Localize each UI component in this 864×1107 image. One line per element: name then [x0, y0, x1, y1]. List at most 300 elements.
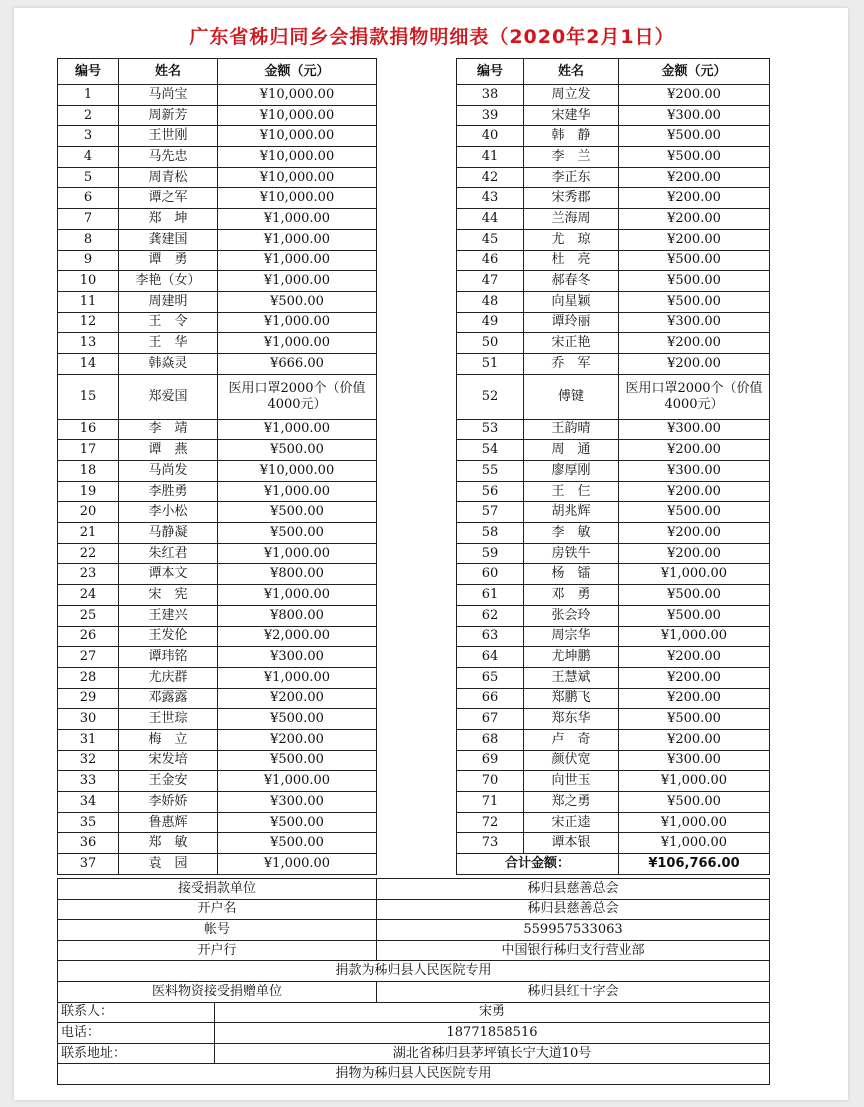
- header-amount: 金额（元）: [218, 59, 377, 85]
- table-row: [58, 626, 377, 647]
- donor-name: 龚建国: [119, 229, 218, 250]
- table-row: [457, 250, 770, 271]
- table-row: [58, 585, 377, 606]
- donor-amount: ¥200.00: [619, 688, 770, 709]
- table-row: [457, 291, 770, 312]
- donor-no: 50: [457, 333, 524, 354]
- donor-amount: ¥10,000.00: [218, 147, 377, 168]
- donor-amount: ¥500.00: [619, 792, 770, 813]
- donor-name: 李艳（女）: [119, 271, 218, 292]
- donor-amount: ¥1,000.00: [218, 229, 377, 250]
- table-row: [58, 209, 377, 230]
- address-value: 湖北省秭归县茅坪镇长宁大道10号: [215, 1043, 770, 1064]
- medical-unit-label: 医料物资接受捐赠单位: [58, 981, 377, 1002]
- donor-no: 4: [58, 147, 119, 168]
- donor-name: 尤坤鹏: [524, 647, 619, 668]
- donor-name: 袁 园: [119, 854, 218, 875]
- donor-name: 马尚宝: [119, 85, 218, 106]
- recv-unit-value: 秭归县慈善总会: [377, 879, 770, 900]
- donor-amount: ¥1,000.00: [619, 564, 770, 585]
- info-row: [58, 1002, 770, 1023]
- table-row: [457, 523, 770, 544]
- donor-name: 宋 宪: [119, 585, 218, 606]
- donor-name: 郑之勇: [524, 792, 619, 813]
- donor-no: 47: [457, 271, 524, 292]
- donor-amount: ¥500.00: [619, 147, 770, 168]
- donor-no: 28: [58, 667, 119, 688]
- donor-name: 邓露露: [119, 688, 218, 709]
- donor-no: 63: [457, 626, 524, 647]
- donor-name: 李正东: [524, 167, 619, 188]
- table-row: [58, 833, 377, 854]
- donor-amount: ¥200.00: [619, 440, 770, 461]
- account-name-label: 开户名: [58, 899, 377, 920]
- table-row: [457, 585, 770, 606]
- donor-amount: ¥300.00: [619, 461, 770, 482]
- donor-no: 41: [457, 147, 524, 168]
- info-row: [58, 1043, 770, 1064]
- donor-name: 乔 军: [524, 353, 619, 374]
- donor-no: 23: [58, 564, 119, 585]
- donor-amount: ¥200.00: [619, 85, 770, 106]
- donor-name: 向星颖: [524, 291, 619, 312]
- donor-name: 宋发培: [119, 750, 218, 771]
- donor-amount: ¥200.00: [619, 188, 770, 209]
- donor-no: 38: [457, 85, 524, 106]
- donor-name: 梅 立: [119, 729, 218, 750]
- donor-name: 谭之军: [119, 188, 218, 209]
- donor-amount: ¥500.00: [218, 750, 377, 771]
- donor-table-left: [57, 58, 377, 875]
- donor-amount: ¥666.00: [218, 353, 377, 374]
- goods-note: 捐物为秭归县人民医院专用: [58, 1064, 770, 1085]
- table-row: [457, 333, 770, 354]
- donor-name: 宋正艳: [524, 333, 619, 354]
- donor-amount: ¥200.00: [619, 667, 770, 688]
- table-row: [457, 167, 770, 188]
- donor-name: 李娇娇: [119, 792, 218, 813]
- donor-table-right: [456, 58, 770, 875]
- donor-no: 54: [457, 440, 524, 461]
- table-row: [457, 750, 770, 771]
- donor-name: 杨 镭: [524, 564, 619, 585]
- donor-name: 周宗华: [524, 626, 619, 647]
- donor-no: 68: [457, 729, 524, 750]
- donor-amount: ¥500.00: [218, 523, 377, 544]
- table-row: [58, 291, 377, 312]
- donor-name: 郑爱国: [119, 374, 218, 419]
- donor-no: 18: [58, 461, 119, 482]
- table-row: [457, 709, 770, 730]
- donor-no: 24: [58, 585, 119, 606]
- donor-no: 6: [58, 188, 119, 209]
- donor-no: 21: [58, 523, 119, 544]
- donor-name: 谭 勇: [119, 250, 218, 271]
- donor-amount: ¥500.00: [619, 126, 770, 147]
- table-row: [457, 812, 770, 833]
- table-row: [58, 792, 377, 813]
- donor-no: 31: [58, 729, 119, 750]
- donor-amount: ¥10,000.00: [218, 126, 377, 147]
- donor-no: 46: [457, 250, 524, 271]
- table-row: [457, 647, 770, 668]
- table-row: [58, 229, 377, 250]
- header-no: 编号: [58, 59, 119, 85]
- bank-label: 开户行: [58, 940, 377, 961]
- donor-no: 26: [58, 626, 119, 647]
- table-row: [58, 126, 377, 147]
- donor-amount: ¥200.00: [619, 647, 770, 668]
- donor-name: 尤庆群: [119, 667, 218, 688]
- donor-no: 2: [58, 105, 119, 126]
- table-row: [457, 105, 770, 126]
- donor-amount: ¥200.00: [619, 229, 770, 250]
- donor-amount: ¥1,000.00: [218, 250, 377, 271]
- donor-no: 25: [58, 605, 119, 626]
- donor-name: 颜伏宽: [524, 750, 619, 771]
- donor-no: 72: [457, 812, 524, 833]
- table-row: [457, 688, 770, 709]
- table-row: [457, 229, 770, 250]
- donor-name: 周青松: [119, 167, 218, 188]
- table-row: [58, 440, 377, 461]
- table-row: [58, 374, 377, 419]
- donor-name: 杜 亮: [524, 250, 619, 271]
- donor-amount: ¥1,000.00: [218, 271, 377, 292]
- donor-no: 58: [457, 523, 524, 544]
- donor-name: 李 兰: [524, 147, 619, 168]
- recipient-info-table: [57, 878, 770, 1085]
- table-row: [457, 502, 770, 523]
- table-row: [457, 147, 770, 168]
- donor-amount: ¥500.00: [218, 291, 377, 312]
- contact-value: 宋勇: [215, 1002, 770, 1023]
- donor-name: 周 通: [524, 440, 619, 461]
- table-row: [457, 543, 770, 564]
- donor-amount: ¥1,000.00: [218, 333, 377, 354]
- table-row: [457, 126, 770, 147]
- donor-name: 谭本文: [119, 564, 218, 585]
- donor-name: 郑东华: [524, 709, 619, 730]
- donor-name: 郑鹏飞: [524, 688, 619, 709]
- table-row: [457, 188, 770, 209]
- contact-label: 联系人：: [58, 1002, 215, 1023]
- table-row: [58, 188, 377, 209]
- table-row: [457, 85, 770, 106]
- table-row: [457, 833, 770, 854]
- donor-amount: ¥1,000.00: [218, 771, 377, 792]
- donor-name: 马先忠: [119, 147, 218, 168]
- table-row: [457, 209, 770, 230]
- donor-name: 张会玲: [524, 605, 619, 626]
- donor-amount: ¥1,000.00: [218, 585, 377, 606]
- donor-no: 10: [58, 271, 119, 292]
- info-row: [58, 981, 770, 1002]
- donor-no: 71: [457, 792, 524, 813]
- donor-amount: ¥500.00: [218, 502, 377, 523]
- donor-amount: ¥2,000.00: [218, 626, 377, 647]
- donor-no: 55: [457, 461, 524, 482]
- donor-name: 傅键: [524, 374, 619, 419]
- table-row: [58, 729, 377, 750]
- donor-name: 王金安: [119, 771, 218, 792]
- donor-amount: ¥500.00: [218, 812, 377, 833]
- donor-name: 马尚发: [119, 461, 218, 482]
- donor-no: 66: [457, 688, 524, 709]
- table-row: [457, 271, 770, 292]
- donor-no: 43: [457, 188, 524, 209]
- donor-name: 宋建华: [524, 105, 619, 126]
- donor-amount: ¥200.00: [619, 209, 770, 230]
- donor-no: 8: [58, 229, 119, 250]
- donor-name: 韩 静: [524, 126, 619, 147]
- donor-name: 鲁惠辉: [119, 812, 218, 833]
- table-header-row: [58, 59, 377, 85]
- donor-amount: 医用口罩2000个（价值4000元）: [218, 374, 377, 419]
- donor-amount: ¥300.00: [619, 750, 770, 771]
- donor-no: 62: [457, 605, 524, 626]
- info-row: [58, 879, 770, 900]
- donor-amount: ¥10,000.00: [218, 105, 377, 126]
- donor-no: 32: [58, 750, 119, 771]
- donor-name: 王 令: [119, 312, 218, 333]
- donor-no: 73: [457, 833, 524, 854]
- donor-no: 19: [58, 481, 119, 502]
- total-value: ¥106,766.00: [619, 854, 770, 875]
- donor-name: 邓 勇: [524, 585, 619, 606]
- table-row: [58, 419, 377, 440]
- table-row: [58, 333, 377, 354]
- phone-label: 电话：: [58, 1023, 215, 1044]
- donor-name: 向世玉: [524, 771, 619, 792]
- table-row: [58, 564, 377, 585]
- donor-amount: ¥500.00: [619, 250, 770, 271]
- donor-name: 廖厚刚: [524, 461, 619, 482]
- donor-no: 53: [457, 419, 524, 440]
- donor-amount: ¥1,000.00: [218, 854, 377, 875]
- donor-amount: ¥10,000.00: [218, 85, 377, 106]
- table-row: [58, 461, 377, 482]
- donor-name: 韩焱灵: [119, 353, 218, 374]
- donor-amount: ¥800.00: [218, 564, 377, 585]
- table-row: [58, 312, 377, 333]
- donor-no: 49: [457, 312, 524, 333]
- donor-no: 48: [457, 291, 524, 312]
- donor-no: 64: [457, 647, 524, 668]
- donor-amount: ¥500.00: [619, 585, 770, 606]
- donor-amount: ¥10,000.00: [218, 167, 377, 188]
- donor-amount: ¥200.00: [218, 729, 377, 750]
- table-row: [58, 667, 377, 688]
- donor-no: 33: [58, 771, 119, 792]
- table-row: [58, 709, 377, 730]
- table-row: [58, 771, 377, 792]
- account-no-label: 帐号: [58, 920, 377, 941]
- info-row: [58, 1023, 770, 1044]
- donor-amount: ¥300.00: [619, 105, 770, 126]
- donor-no: 51: [457, 353, 524, 374]
- table-row: [58, 605, 377, 626]
- donor-no: 56: [457, 481, 524, 502]
- table-row: [58, 250, 377, 271]
- donor-no: 37: [58, 854, 119, 875]
- donor-amount: ¥200.00: [218, 688, 377, 709]
- info-row: [58, 920, 770, 941]
- donor-no: 61: [457, 585, 524, 606]
- donor-amount: ¥200.00: [619, 523, 770, 544]
- table-row: [58, 812, 377, 833]
- donor-amount: ¥1,000.00: [218, 667, 377, 688]
- table-row: [457, 564, 770, 585]
- donor-no: 44: [457, 209, 524, 230]
- phone-value: 18771858516: [215, 1023, 770, 1044]
- donor-name: 朱红君: [119, 543, 218, 564]
- table-row: [457, 792, 770, 813]
- table-row: [457, 353, 770, 374]
- donor-no: 16: [58, 419, 119, 440]
- donor-name: 谭 燕: [119, 440, 218, 461]
- donor-no: 12: [58, 312, 119, 333]
- donor-name: 房铁牛: [524, 543, 619, 564]
- donor-name: 宋正逵: [524, 812, 619, 833]
- donor-amount: ¥500.00: [619, 502, 770, 523]
- table-row: [58, 647, 377, 668]
- donor-no: 65: [457, 667, 524, 688]
- account-no-value: 559957533063: [377, 920, 770, 941]
- donor-name: 李胜勇: [119, 481, 218, 502]
- donor-amount: ¥300.00: [619, 312, 770, 333]
- donor-no: 7: [58, 209, 119, 230]
- donor-no: 69: [457, 750, 524, 771]
- table-row: [457, 461, 770, 482]
- donor-no: 9: [58, 250, 119, 271]
- donor-no: 60: [457, 564, 524, 585]
- donor-name: 马静凝: [119, 523, 218, 544]
- donor-name: 郝春冬: [524, 271, 619, 292]
- donor-no: 70: [457, 771, 524, 792]
- donor-amount: ¥300.00: [218, 647, 377, 668]
- donor-no: 13: [58, 333, 119, 354]
- donor-no: 42: [457, 167, 524, 188]
- donor-name: 周立发: [524, 85, 619, 106]
- donor-amount: ¥500.00: [218, 833, 377, 854]
- donor-amount: ¥1,000.00: [619, 626, 770, 647]
- donor-amount: ¥500.00: [619, 291, 770, 312]
- account-name-value: 秭归县慈善总会: [377, 899, 770, 920]
- table-row: [457, 771, 770, 792]
- donor-no: 35: [58, 812, 119, 833]
- donor-name: 王 华: [119, 333, 218, 354]
- donor-name: 谭玮铭: [119, 647, 218, 668]
- info-row: [58, 1064, 770, 1085]
- table-row: [58, 502, 377, 523]
- donor-amount: ¥1,000.00: [218, 419, 377, 440]
- donor-amount: ¥1,000.00: [619, 771, 770, 792]
- donor-amount: ¥200.00: [619, 167, 770, 188]
- donor-amount: ¥500.00: [218, 440, 377, 461]
- donor-name: 卢 奇: [524, 729, 619, 750]
- table-row: [457, 312, 770, 333]
- donor-no: 57: [457, 502, 524, 523]
- table-row: [58, 523, 377, 544]
- donor-amount: ¥10,000.00: [218, 188, 377, 209]
- table-row: [457, 729, 770, 750]
- donor-no: 20: [58, 502, 119, 523]
- donor-amount: ¥1,000.00: [619, 833, 770, 854]
- bank-value: 中国银行秭归支行营业部: [377, 940, 770, 961]
- donor-no: 34: [58, 792, 119, 813]
- table-row: [58, 750, 377, 771]
- address-label: 联系地址：: [58, 1043, 215, 1064]
- donor-no: 27: [58, 647, 119, 668]
- header-no: 编号: [457, 59, 524, 85]
- total-label: 合计金额：: [457, 854, 619, 875]
- info-row: [58, 961, 770, 982]
- donor-no: 40: [457, 126, 524, 147]
- donor-no: 29: [58, 688, 119, 709]
- info-row: [58, 899, 770, 920]
- table-row: [457, 667, 770, 688]
- donor-amount: ¥1,000.00: [619, 812, 770, 833]
- info-row: [58, 940, 770, 961]
- table-row: [58, 147, 377, 168]
- table-row: [58, 85, 377, 106]
- document-title: 广东省秭归同乡会捐款捐物明细表（2020年2月1日）: [189, 26, 675, 48]
- table-row: [457, 419, 770, 440]
- table-row: [457, 440, 770, 461]
- donor-name: 谭本银: [524, 833, 619, 854]
- donor-name: 李 敏: [524, 523, 619, 544]
- donor-no: 11: [58, 291, 119, 312]
- donor-name: 王世刚: [119, 126, 218, 147]
- donor-name: 郑 坤: [119, 209, 218, 230]
- table-row: [58, 854, 377, 875]
- donor-no: 59: [457, 543, 524, 564]
- table-row: [58, 688, 377, 709]
- donor-name: 周建明: [119, 291, 218, 312]
- donor-name: 郑 敏: [119, 833, 218, 854]
- donor-name: 李小松: [119, 502, 218, 523]
- donation-note: 捐款为秭归县人民医院专用: [58, 961, 770, 982]
- recv-unit-label: 接受捐款单位: [58, 879, 377, 900]
- donor-no: 17: [58, 440, 119, 461]
- donor-amount: ¥500.00: [619, 271, 770, 292]
- donor-no: 15: [58, 374, 119, 419]
- donor-name: 王发伦: [119, 626, 218, 647]
- donor-no: 3: [58, 126, 119, 147]
- donor-amount: ¥800.00: [218, 605, 377, 626]
- donor-amount: ¥200.00: [619, 333, 770, 354]
- donor-no: 22: [58, 543, 119, 564]
- donor-no: 45: [457, 229, 524, 250]
- total-row: [457, 854, 770, 875]
- table-row: [58, 167, 377, 188]
- donor-no: 36: [58, 833, 119, 854]
- donor-amount: ¥200.00: [619, 729, 770, 750]
- donor-amount: ¥1,000.00: [218, 209, 377, 230]
- donor-name: 王韵晴: [524, 419, 619, 440]
- donor-no: 39: [457, 105, 524, 126]
- table-row: [58, 481, 377, 502]
- table-header-row: [457, 59, 770, 85]
- donor-amount: ¥200.00: [619, 353, 770, 374]
- donor-name: 王 仨: [524, 481, 619, 502]
- header-name: 姓名: [524, 59, 619, 85]
- table-row: [58, 353, 377, 374]
- donor-name: 李 靖: [119, 419, 218, 440]
- donor-no: 67: [457, 709, 524, 730]
- donor-name: 王世琮: [119, 709, 218, 730]
